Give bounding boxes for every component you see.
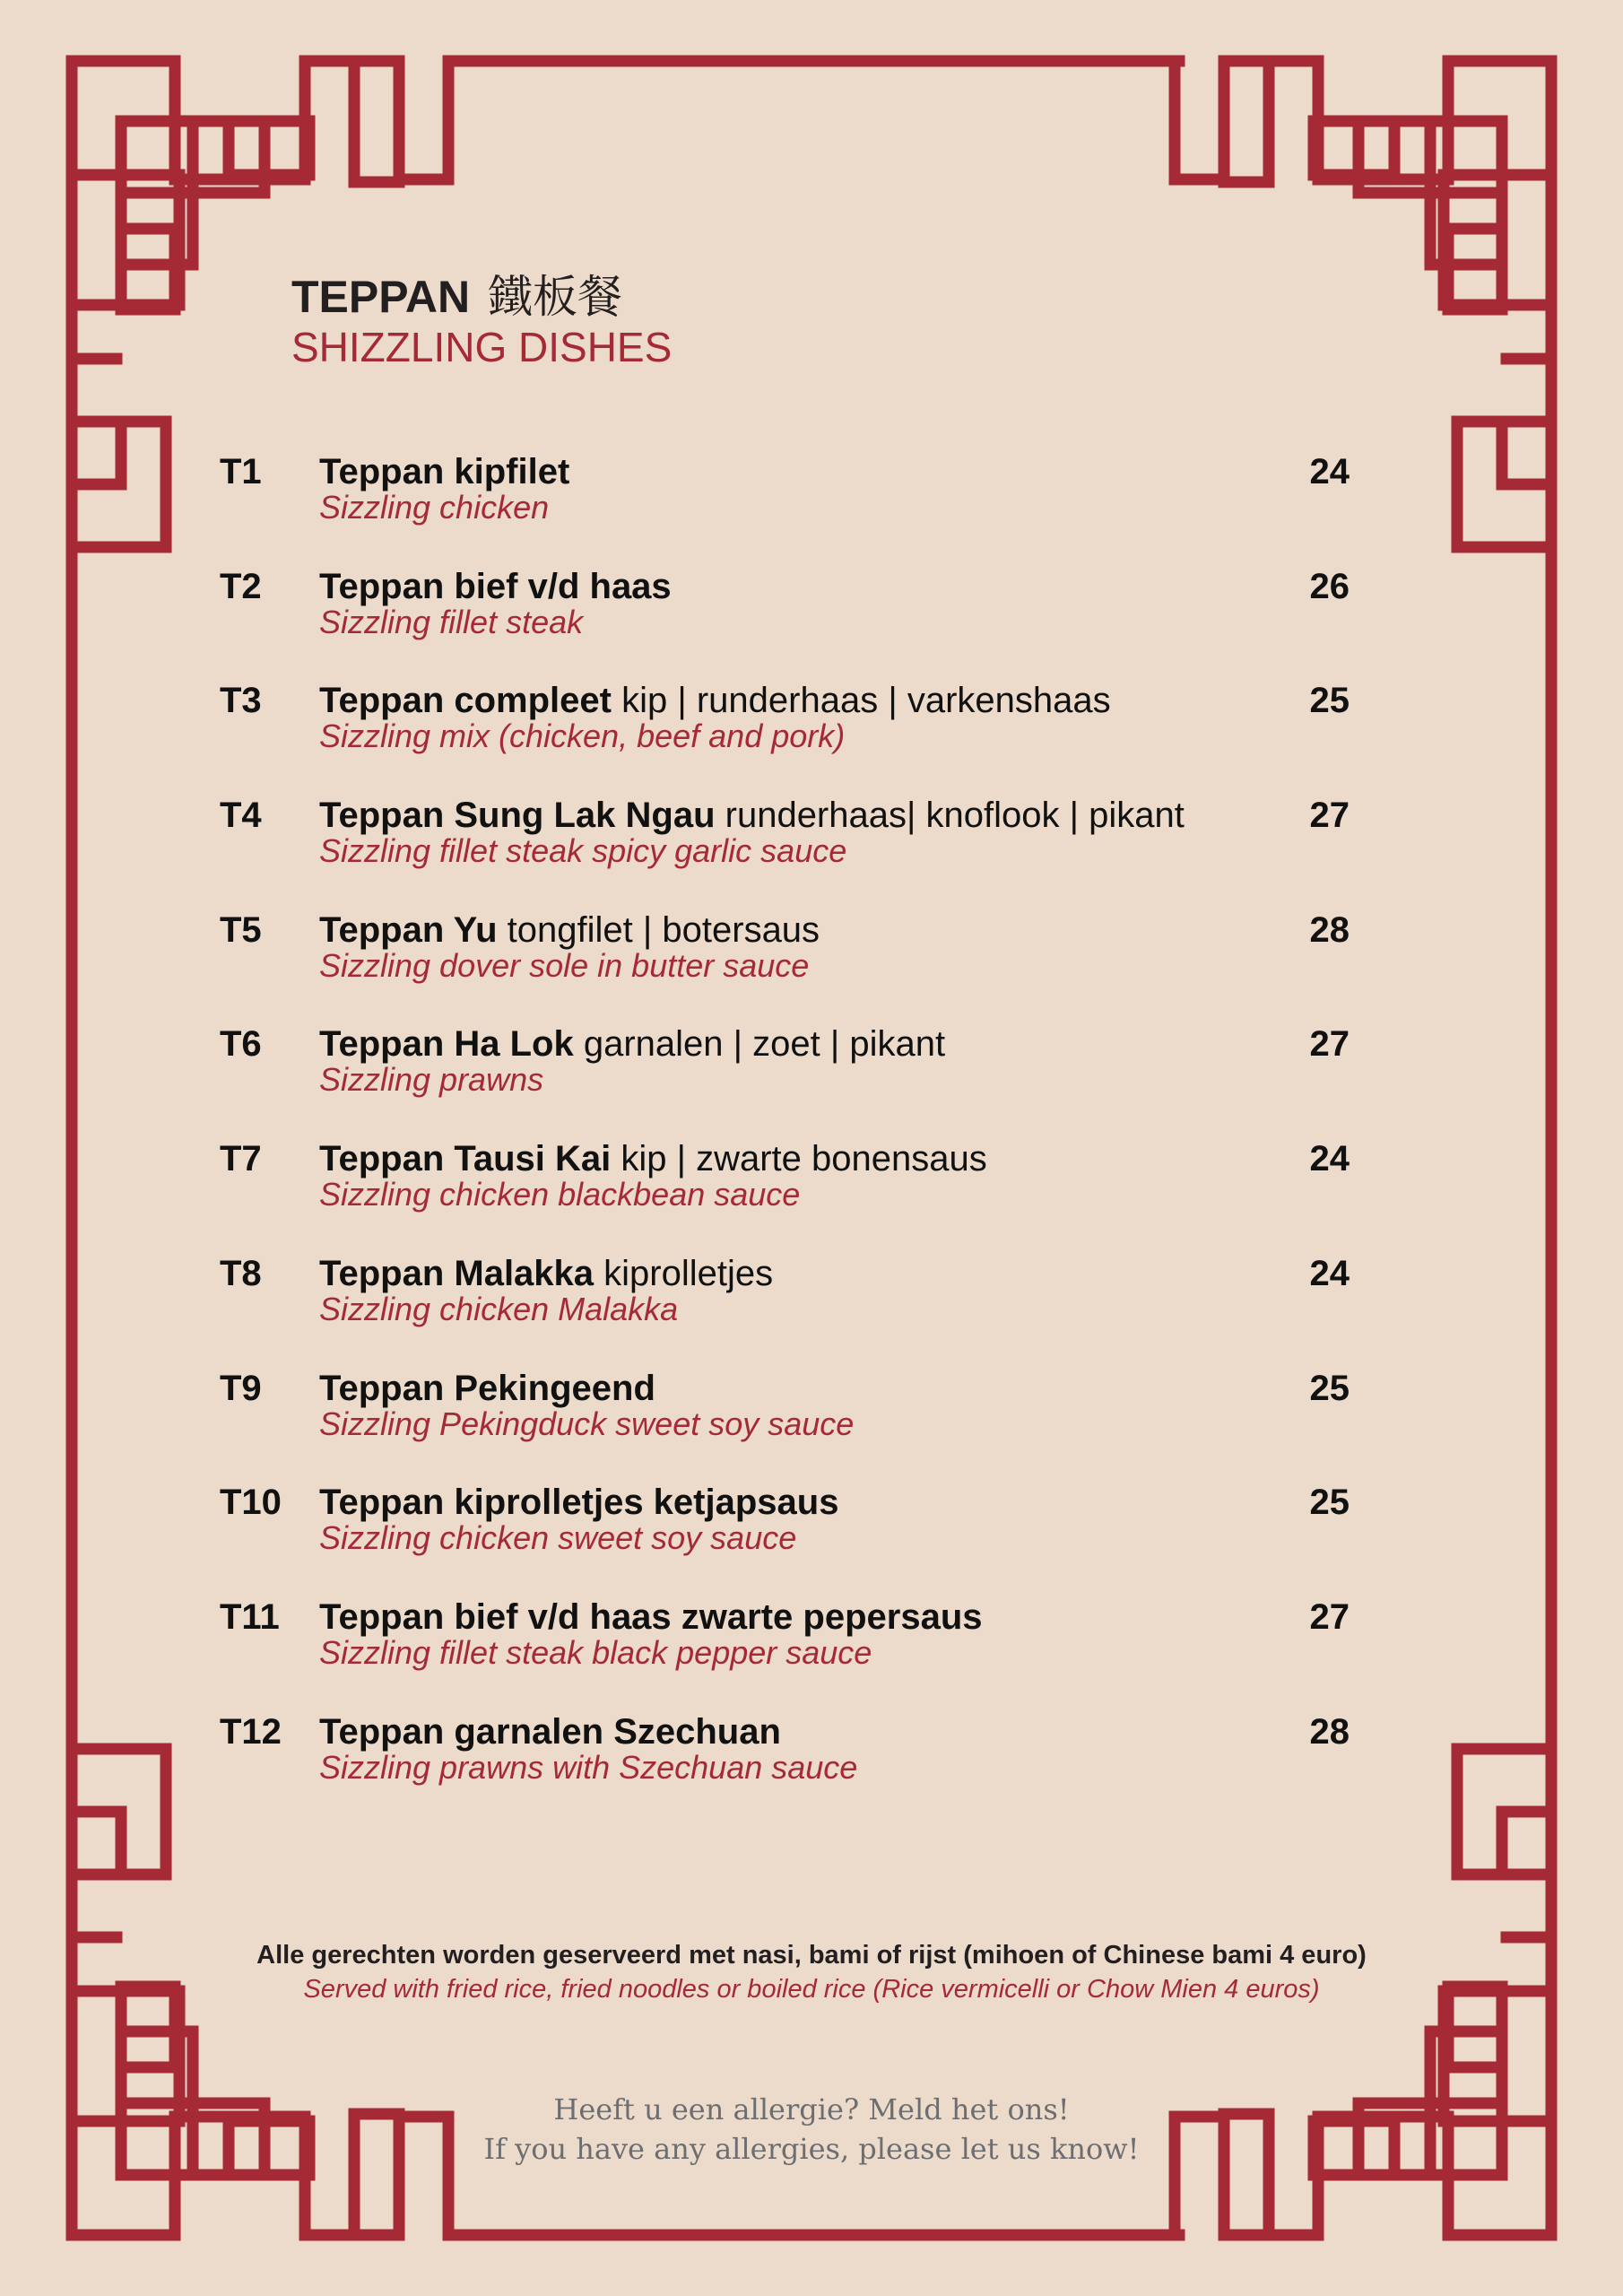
serving-note xyxy=(0,1937,1623,2005)
item-english: Sizzling mix (chicken, beef and pork) xyxy=(319,718,846,755)
menu-header xyxy=(291,269,672,370)
item-code: T11 xyxy=(220,1596,280,1637)
item-name: Teppan Ha Lok xyxy=(319,1024,574,1065)
allergy-notice-english: If you have any allergies, please let us know! xyxy=(483,2132,1140,2166)
item-english: Sizzling Pekingduck sweet soy sauce xyxy=(319,1405,855,1442)
item-code: T10 xyxy=(220,1483,282,1523)
menu-item-t4 xyxy=(220,789,1350,904)
menu-item-t9 xyxy=(220,1362,1350,1477)
item-price: 27 xyxy=(1309,1024,1350,1065)
item-name: Teppan Sung Lak Ngau xyxy=(319,796,716,836)
title-text: TEPPAN xyxy=(291,272,471,322)
item-name: Teppan garnalen Szechuan xyxy=(319,1711,781,1752)
item-english: Sizzling chicken xyxy=(319,489,550,526)
item-description: runderhaas| knoflook | pikant xyxy=(715,796,1185,836)
menu-list xyxy=(220,446,1350,1820)
item-name: Teppan Tausi Kai xyxy=(319,1139,612,1179)
item-price: 27 xyxy=(1309,796,1350,836)
page-title xyxy=(291,269,672,325)
item-price: 28 xyxy=(1309,1711,1350,1752)
item-name: Teppan kiprolletjes ketjapsaus xyxy=(319,1483,839,1523)
menu-item-t3 xyxy=(220,674,1350,789)
item-english: Sizzling dover sole in butter sauce xyxy=(319,946,810,984)
item-english: Sizzling fillet steak xyxy=(319,603,584,640)
page-subtitle: SHIZZLING DISHES xyxy=(291,324,673,370)
item-price: 28 xyxy=(1309,909,1350,950)
title-chinese: 鐵板餐 xyxy=(488,271,623,323)
menu-item-t2 xyxy=(220,561,1350,675)
item-english: Sizzling prawns with Szechuan sauce xyxy=(319,1748,858,1786)
item-code: T5 xyxy=(220,909,262,950)
item-price: 27 xyxy=(1309,1596,1350,1637)
menu-item-t1 xyxy=(220,446,1350,561)
item-price: 24 xyxy=(1309,1253,1350,1293)
allergy-notice-dutch: Heeft u een allergie? Meld het ons! xyxy=(553,2092,1070,2126)
item-description: garnalen | zoet | pikant xyxy=(573,1024,946,1065)
item-english: Sizzling fillet steak spicy garlic sauce xyxy=(319,832,847,870)
item-code: T1 xyxy=(220,452,262,491)
item-name: Teppan Yu xyxy=(319,909,498,950)
item-name: Teppan Malakka xyxy=(319,1253,595,1293)
menu-item-t11 xyxy=(220,1591,1350,1706)
item-price: 25 xyxy=(1309,1483,1350,1523)
item-english: Sizzling prawns xyxy=(319,1061,544,1099)
item-code: T6 xyxy=(220,1024,262,1065)
item-code: T9 xyxy=(220,1368,262,1408)
item-price: 24 xyxy=(1309,452,1350,491)
allergy-notice xyxy=(0,2090,1623,2169)
item-english: Sizzling chicken blackbean sauce xyxy=(319,1176,801,1213)
menu-item-t8 xyxy=(220,1248,1350,1362)
item-description: kip | zwarte bonensaus xyxy=(611,1139,987,1179)
item-code: T7 xyxy=(220,1139,262,1179)
menu-item-t6 xyxy=(220,1018,1350,1133)
item-name: Teppan compleet xyxy=(319,681,612,721)
item-name: Teppan bief v/d haas zwarte pepersaus xyxy=(319,1596,983,1637)
item-english: Sizzling chicken Malakka xyxy=(319,1290,679,1327)
menu-item-t5 xyxy=(220,904,1350,1019)
item-description: kiprolletjes xyxy=(594,1253,774,1293)
menu-item-t7 xyxy=(220,1133,1350,1248)
item-code: T2 xyxy=(220,566,262,606)
item-price: 24 xyxy=(1309,1139,1350,1179)
menu-item-t12 xyxy=(220,1706,1350,1821)
item-price: 26 xyxy=(1309,566,1350,606)
item-name: Teppan kipfilet xyxy=(319,452,570,491)
serving-note-dutch: Alle gerechten worden geserveerd met nasi, bami of rijst (mihoen of Chinese bami 4 euro) xyxy=(256,1941,1367,1970)
item-code: T8 xyxy=(220,1253,262,1293)
item-code: T12 xyxy=(220,1711,282,1752)
item-code: T3 xyxy=(220,681,262,721)
serving-note-english: Served with fried rice, fried noodles or boiled rice (Rice vermicelli or Chow Mien 4 euros) xyxy=(303,1975,1320,2004)
item-description: kip | runderhaas | varkenshaas xyxy=(611,681,1111,721)
item-price: 25 xyxy=(1309,681,1350,721)
item-english: Sizzling fillet steak black pepper sauce xyxy=(319,1633,872,1671)
item-name: Teppan bief v/d haas xyxy=(319,566,672,606)
item-description: tongfilet | botersaus xyxy=(497,909,820,950)
item-english: Sizzling chicken sweet soy sauce xyxy=(319,1519,797,1557)
item-price: 25 xyxy=(1309,1368,1350,1408)
item-name: Teppan Pekingeend xyxy=(319,1368,655,1408)
menu-item-t10 xyxy=(220,1476,1350,1591)
item-code: T4 xyxy=(220,796,262,836)
